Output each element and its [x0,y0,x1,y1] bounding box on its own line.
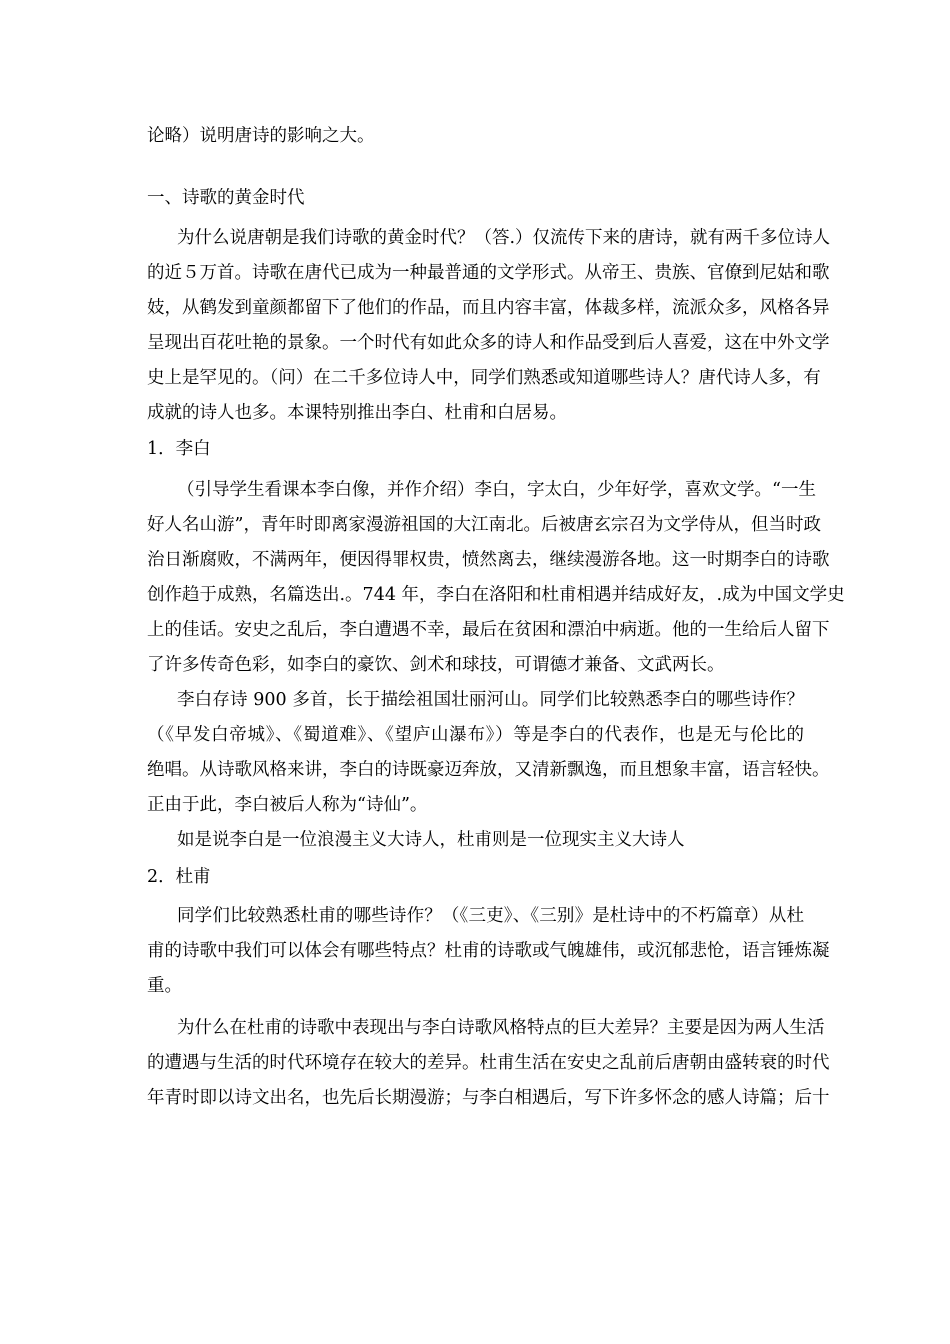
paragraph-line: 年青时即以诗文出名，也先后长期漫游；与李白相遇后，写下许多怀念的感人诗篇；后十 [147,1088,830,1108]
paragraph-line: 正由于此，李白被后人称为“诗仙”。 [147,795,428,815]
paragraph-line: 绝唱。从诗歌风格来讲，李白的诗既豪迈奔放，又清新飘逸，而且想象丰富，语言轻快。 [147,760,830,780]
paragraph-line: （引导学生看课本李白像，并作介绍）李白，字太白，少年好学，喜欢文学。“一生 [177,480,816,500]
paragraph-line: 甫的诗歌中我们可以体会有哪些特点？杜甫的诗歌或气魄雄伟，或沉郁悲怆，语言锤炼凝 [147,941,830,961]
subsection-heading: 1．李白 [147,439,211,459]
section-heading: 一、诗歌的黄金时代 [147,188,305,208]
paragraph-line: 的近５万首。诗歌在唐代已成为一种最普通的文学形式。从帝王、贵族、官僚到尼姑和歌 [147,263,830,283]
subsection-heading: 2．杜甫 [147,867,211,887]
paragraph-line: 的遭遇与生活的时代环境存在较大的差异。杜甫生活在安史之乱前后唐朝由盛转衰的时代 [147,1053,830,1073]
paragraph-line: 重。 [147,976,182,996]
paragraph-line: 论略）说明唐诗的影响之大。 [147,126,375,146]
paragraph-line: 同学们比较熟悉杜甫的哪些诗作？（《三吏》、《三别》是杜诗中的不朽篇章）从杜 [177,906,804,926]
paragraph-line: 妓，从鹤发到童颜都留下了他们的作品，而且内容丰富，体裁多样，流派众多，风格各异 [147,298,830,318]
paragraph-line: 好人名山游”，青年时即离家漫游祖国的大江南北。后被唐玄宗召为文学侍从，但当时政 [147,515,821,535]
paragraph-line: 史上是罕见的。（问）在二千多位诗人中，同学们熟悉或知道哪些诗人？唐代诗人多，有 [147,368,821,388]
paragraph-line: 为什么在杜甫的诗歌中表现出与李白诗歌风格特点的巨大差异？主要是因为两人生活 [177,1018,825,1038]
paragraph-line: （《早发白帝城》、《蜀道难》、《望庐山瀑布》）等是李白的代表作，也是无与伦比的 [147,725,804,745]
paragraph-line: 了许多传奇色彩，如李白的豪饮、剑术和球技，可谓德才兼备、文武两长。 [147,655,725,675]
paragraph-line: 成就的诗人也多。本课特别推出李白、杜甫和白居易。 [147,403,567,423]
paragraph-line: 上的佳话。安史之乱后，李白遭遇不幸，最后在贫困和漂泊中病逝。他的一生给后人留下 [147,620,830,640]
paragraph-line: 如是说李白是一位浪漫主义大诗人，杜甫则是一位现实主义大诗人 [177,830,685,850]
paragraph-line: 治日渐腐败，不满两年，便因得罪权贵，愤然离去，继续漫游各地。这一时期李白的诗歌 [147,550,830,570]
paragraph-line: 为什么说唐朝是我们诗歌的黄金时代？（答.）仅流传下来的唐诗，就有两千多位诗人 [177,228,831,248]
paragraph-line: 创作趋于成熟，名篇迭出.。744 年，李白在洛阳和杜甫相遇并结成好友，.成为中国文学史 [147,585,845,605]
paragraph-line: 呈现出百花吐艳的景象。一个时代有如此众多的诗人和作品受到后人喜爱，这在中外文学 [147,333,830,353]
paragraph-line: 李白存诗 900 多首，长于描绘祖国壮丽河山。同学们比较熟悉李白的哪些诗作？ [177,690,804,710]
